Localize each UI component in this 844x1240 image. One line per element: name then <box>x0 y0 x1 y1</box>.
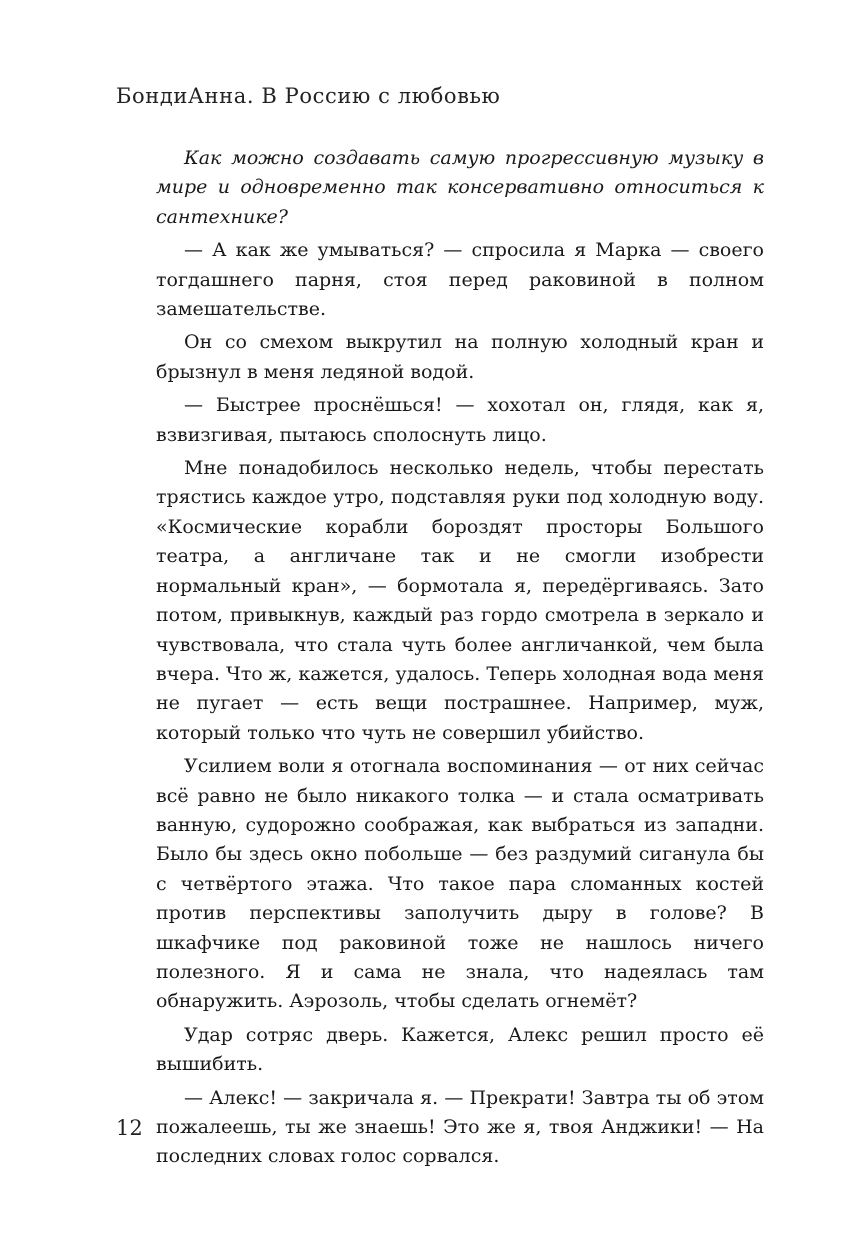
paragraph: Мне понадобилось несколько недель, чтобы перестать трястись каждое утро, подставляя руки под холодную воду. «Космические корабли бороздят просторы Большого театра, а англичане так и не смогли изобрести нормальный кран», — бормотала я, передёргиваясь. Зато потом, привыкнув, каждый раз гордо смотрела в зеркало и чувствовала, что стала чуть более англичанкой, чем была вчера. Что ж, кажется, удалось. Теперь холодная вода меня не пугает — есть вещи пострaшнее. Например, муж, который только что чуть не совершил убийство. <box>156 457 764 744</box>
italic-epigraph-paragraph: Как можно создавать самую прогрессивную музыку в мире и одновременно так консервативно относиться к сантехнике? <box>156 147 764 228</box>
paragraph: Он со смехом выкрутил на полную холодный кран и брызнул в меня ледяной водой. <box>156 331 764 383</box>
paragraph: — Алекс! — закричала я. — Прекрати! Завтра ты об этом пожалеешь, ты же знаешь! Это же я, твоя Анджики! — На последних словах голос сорвался. <box>156 1086 764 1168</box>
running-head: БондиАнна. В Россию с любовью <box>116 84 501 108</box>
paragraph: — Быстрее проснёшься! — хохотал он, глядя, как я, взвизгивая, пытаюсь сполоснуть лицо. <box>156 394 764 446</box>
page-body-text <box>156 144 764 1172</box>
paragraph: — А как же умываться? — спросила я Марка — своего тогдашнего парня, стоя перед раковиной в полном замешательстве. <box>156 239 764 321</box>
paragraph: Удар сотряс дверь. Кажется, Алекс решил просто её вышибить. <box>156 1023 764 1076</box>
page-number: 12 <box>116 1116 143 1140</box>
paragraph: Усилием воли я отогнала воспоминания — от них сейчас всё равно не было никакого толка — и стала осматривать ванную, судорожно соображая, как выбраться из западни. Было бы здесь окно побольше — без раздумий сиганула бы с четвёртого этажа. Что такое пара сломанных костей против перспективы заполучить дыру в голове? В шкафчике под раковиной тоже не нашлось ничего полезного. Я и сама не знала, что надеялась там обнаружить. Аэрозоль, чтобы сделать огнемёт? <box>156 755 764 1013</box>
